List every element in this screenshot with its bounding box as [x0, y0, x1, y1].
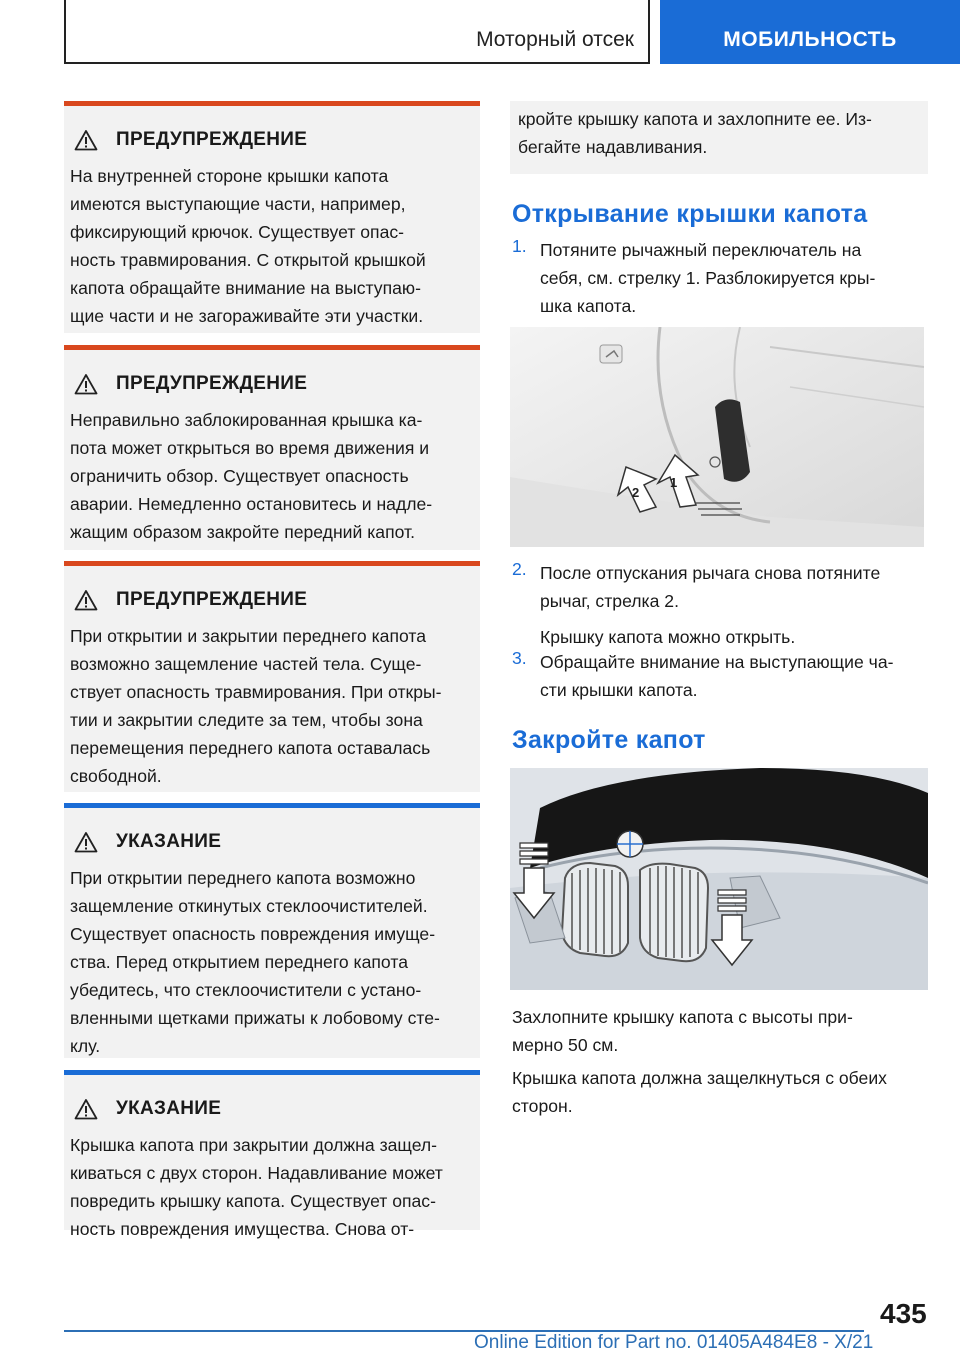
- warning-text-line: капота обращайте внимание на выступаю-: [70, 278, 421, 298]
- section-heading-open: Открывание крышки капота: [512, 200, 868, 228]
- step-text-line: шка капота.: [540, 296, 637, 316]
- note-text-line: защемление откинутых стеклоочистителей.: [70, 896, 428, 916]
- step-text-line: сти крышки капота.: [540, 680, 698, 700]
- note-title: УКАЗАНИЕ: [116, 831, 222, 852]
- chapter-title: МОБИЛЬНОСТЬ: [723, 28, 897, 51]
- section-heading-close: Закройте капот: [512, 726, 706, 754]
- note-text-line: ства. Перед открытием переднего капота: [70, 952, 408, 972]
- warning-box-2: [64, 345, 480, 550]
- note-text-line: Существует опасность повреждения имуще-: [70, 924, 436, 944]
- note-title: УКАЗАНИЕ: [116, 1098, 222, 1119]
- step-number: 1.: [512, 236, 527, 256]
- step-text-line: После отпускания рычага снова потяните: [540, 563, 881, 583]
- note-box-2: [64, 1070, 480, 1239]
- note-continuation: [510, 101, 928, 174]
- step-text-line: рычаг, стрелка 2.: [540, 591, 679, 611]
- hood-closing-illustration: [510, 768, 928, 990]
- warning-triangle-icon: [74, 831, 98, 853]
- warning-text-line: щие части и не загораживайте эти участки.: [70, 306, 424, 326]
- step-text-line: Крышку капота можно открыть.: [540, 627, 796, 647]
- warning-box-1: [64, 101, 480, 333]
- arrow-label-1: 1: [670, 475, 678, 490]
- step-3: [512, 648, 942, 704]
- warning-text-line: ограничить обзор. Существует опасность: [70, 466, 409, 486]
- note-text-line: ность повреждения имущества. Снова от-: [70, 1219, 415, 1239]
- warning-text-line: ствует опасность травмирования. При откры-: [70, 682, 442, 702]
- note-text-line: убедитесь, что стеклоочистители с устано-: [70, 980, 422, 1000]
- step-text-line: Потяните рычажный переключатель на: [540, 240, 862, 260]
- warning-title: ПРЕДУПРЕЖДЕНИЕ: [116, 589, 308, 610]
- note-box-1: [64, 803, 480, 1058]
- step-1: [512, 236, 942, 320]
- note-text-line: повредить крышку капота. Существует опас-: [70, 1191, 436, 1211]
- step-2: [512, 559, 942, 651]
- warning-text-line: фиксирующий крючок. Существует опас-: [70, 222, 405, 242]
- step-number: 3.: [512, 648, 527, 668]
- warning-text-line: возможно защемление частей тела. Суще-: [70, 654, 422, 674]
- page-number: 435: [880, 1298, 927, 1329]
- note-text-line: вленными щетками прижаты к лобовому сте-: [70, 1008, 440, 1028]
- step-number: 2.: [512, 559, 527, 579]
- chapter-tab: [660, 0, 960, 64]
- warning-text-line: пота может открыться во время движения и: [70, 438, 430, 458]
- warning-triangle-icon: [74, 373, 98, 395]
- warning-text-line: ность травмирования. С открытой крышкой: [70, 250, 426, 270]
- note-text-line: При открытии переднего капота возможно: [70, 868, 416, 888]
- warning-text-line: аварии. Немедленно остановитесь и надле-: [70, 494, 433, 514]
- warning-title: ПРЕДУПРЕЖДЕНИЕ: [116, 373, 308, 394]
- section-title: Моторный отсек: [476, 28, 634, 51]
- footer-edition: Online Edition for Part no. 01405A484E8 - X/21: [474, 1332, 874, 1353]
- warning-text-line: свободной.: [70, 766, 162, 786]
- note-text-line: бегайте надавливания.: [518, 137, 708, 157]
- close-paragraph-2: [512, 1064, 887, 1120]
- close-paragraph-1: [512, 1003, 853, 1059]
- paragraph-line: мерно 50 см.: [512, 1035, 619, 1055]
- paragraph-line: Захлопните крышку капота с высоты при-: [512, 1007, 853, 1027]
- step-text-line: себя, см. стрелку 1. Разблокируется кры-: [540, 268, 876, 288]
- warning-text-line: На внутренней стороне крышки капота: [70, 166, 389, 186]
- note-text-line: киваться с двух сторон. Надавливание может: [70, 1163, 443, 1183]
- warning-text-line: При открытии и закрытии переднего капота: [70, 626, 427, 646]
- note-text-line: кройте крышку капота и захлопните ее. Из-: [518, 109, 872, 129]
- warning-title: ПРЕДУПРЕЖДЕНИЕ: [116, 129, 308, 150]
- warning-box-3: [64, 561, 480, 792]
- warning-text-line: тии и закрытии следите за тем, чтобы зона: [70, 710, 423, 730]
- warning-triangle-icon: [74, 589, 98, 611]
- warning-triangle-icon: [74, 1098, 98, 1120]
- section-tab: [64, 0, 650, 64]
- warning-text-line: Неправильно заблокированная крышка ка-: [70, 410, 423, 430]
- warning-text-line: перемещения переднего капота оставалась: [70, 738, 431, 758]
- arrow-label-2: 2: [632, 485, 640, 500]
- warning-text-line: имеются выступающие части, например,: [70, 194, 406, 214]
- warning-triangle-icon: [74, 129, 98, 151]
- note-text-line: Крышка капота при закрытии должна защел-: [70, 1135, 438, 1155]
- paragraph-line: сторон.: [512, 1096, 573, 1116]
- hood-release-lever-illustration: [510, 327, 924, 547]
- note-text-line: клу.: [70, 1036, 101, 1056]
- paragraph-line: Крышка капота должна защелкнуться с обеих: [512, 1068, 887, 1088]
- warning-text-line: жащим образом закройте передний капот.: [70, 522, 416, 542]
- step-text-line: Обращайте внимание на выступающие ча-: [540, 652, 894, 672]
